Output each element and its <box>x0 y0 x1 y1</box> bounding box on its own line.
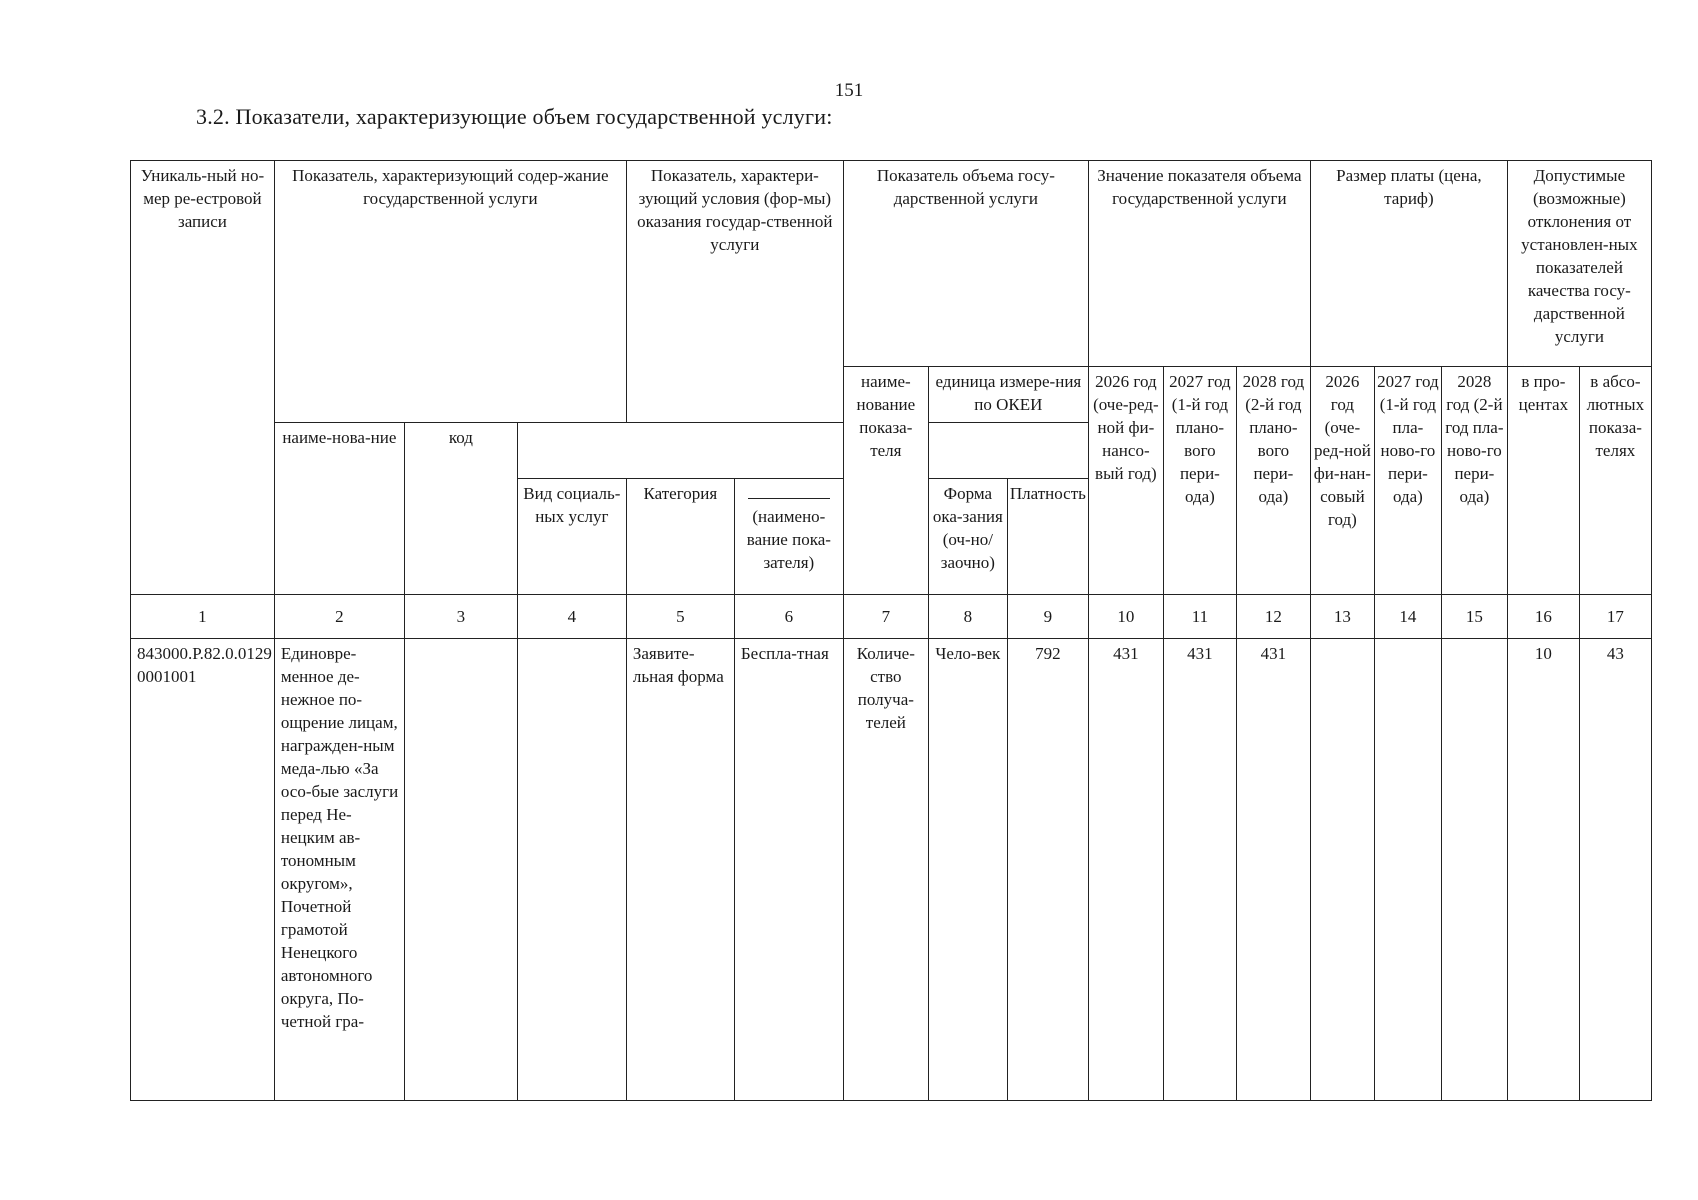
header-category: Категория <box>626 479 734 595</box>
header-deviations: Допустимые (возможные) отклонения от установлен-ных показателей качества госу-дарственной услуги <box>1507 161 1651 367</box>
cell-col4 <box>517 639 626 1101</box>
column-number: 14 <box>1374 595 1441 639</box>
column-number: 9 <box>1007 595 1088 639</box>
header-fee-2027: 2027 год (1-й год пла-ново-го пери-ода) <box>1374 367 1441 595</box>
header-row-1 <box>131 161 1652 367</box>
header-payment: Платность <box>1007 479 1088 595</box>
column-number-row <box>131 595 1652 639</box>
header-volume-indicator: Показатель объема госу-дарственной услуги <box>843 161 1088 367</box>
cell-payment: Бесплa-тная <box>734 639 843 1101</box>
header-indicator-name-paren-text: (наимено-вание пока-зателя) <box>746 507 831 572</box>
data-row <box>131 639 1652 1101</box>
column-number: 5 <box>626 595 734 639</box>
header-conditions-indicator: Показатель, характери-зующий условия (фор-мы) оказания государ-ственной услуги <box>626 161 843 423</box>
column-number: 1 <box>131 595 275 639</box>
page-number: 151 <box>834 80 864 101</box>
column-number: 3 <box>404 595 517 639</box>
header-unique-number: Уникаль-ный но-мер ре-естровой записи <box>131 161 275 595</box>
cell-value-2028: 431 <box>1236 639 1310 1101</box>
column-number: 15 <box>1441 595 1507 639</box>
header-value-2027: 2027 год (1-й год плано-вого пери-ода) <box>1163 367 1236 595</box>
header-form-of-provision: Форма ока-зания (оч-но/заочно) <box>928 479 1007 595</box>
header-fee: Размер платы (цена, тариф) <box>1310 161 1507 367</box>
cell-service-type: Единовре-менное де-нежное по-ощрение лицам, награжден-ным меда-лью «За осо-бые заслуги перед Не-нецким ав-тономным округом», Почетной грамотой Ненецкого автономного округа, По-четной гра- <box>274 639 404 1101</box>
header-volume-value: Значение показателя объема государственной услуги <box>1088 161 1310 367</box>
volume-indicators-table <box>130 160 1652 1101</box>
cell-fee-2027 <box>1374 639 1441 1101</box>
cell-category <box>404 639 517 1101</box>
column-number: 10 <box>1088 595 1163 639</box>
header-value-2028: 2028 год (2-й год плано-вого пери-ода) <box>1236 367 1310 595</box>
cell-value-2027: 431 <box>1163 639 1236 1101</box>
column-number: 2 <box>274 595 404 639</box>
column-number: 17 <box>1579 595 1651 639</box>
cell-form: Заявите-льная форма <box>626 639 734 1101</box>
cell-value-2026: 431 <box>1088 639 1163 1101</box>
column-number: 12 <box>1236 595 1310 639</box>
cell-deviation-percent: 10 <box>1507 639 1579 1101</box>
header-social-service-type: Вид социаль-ных услуг <box>517 479 626 595</box>
header-okei-name: наиме-нова-ние <box>274 423 404 595</box>
header-fee-2026: 2026 год (оче-ред-ной фи-нан-совый год) <box>1310 367 1374 595</box>
header-okei-code: код <box>404 423 517 595</box>
header-content-indicator: Показатель, характеризующий содер-жание государственной услуги <box>274 161 626 423</box>
cell-fee-2026 <box>1310 639 1374 1101</box>
header-fee-2028: 2028 год (2-й год пла-ново-го пери-ода) <box>1441 367 1507 595</box>
column-number: 16 <box>1507 595 1579 639</box>
cell-unit-code: 792 <box>1007 639 1088 1101</box>
column-number: 13 <box>1310 595 1374 639</box>
header-okei-unit: единица измере-ния по ОКЕИ <box>928 367 1088 423</box>
column-number: 11 <box>1163 595 1236 639</box>
column-number: 6 <box>734 595 843 639</box>
column-number: 4 <box>517 595 626 639</box>
cell-indicator: Количе-ство получа-телей <box>843 639 928 1101</box>
header-value-2026: 2026 год (оче-ред-ной фи-нансо-вый год) <box>1088 367 1163 595</box>
section-title: 3.2. Показатели, характеризующие объем государственной услуги: <box>196 104 833 129</box>
blank-line <box>748 498 830 499</box>
cell-deviation-absolute: 43 <box>1579 639 1651 1101</box>
header-deviation-absolute: в абсо-лютных показа-телях <box>1579 367 1651 595</box>
cell-unit-name: Чело-век <box>928 639 1007 1101</box>
cell-fee-2028 <box>1441 639 1507 1101</box>
cell-registry-number: 843000.Р.82.0.0129 0001001 <box>131 639 275 1101</box>
header-deviation-percent: в про-центах <box>1507 367 1579 595</box>
column-number: 8 <box>928 595 1007 639</box>
header-indicator-name: наиме-нование показа-теля <box>843 367 928 595</box>
column-number: 7 <box>843 595 928 639</box>
header-indicator-name-paren <box>734 479 843 595</box>
